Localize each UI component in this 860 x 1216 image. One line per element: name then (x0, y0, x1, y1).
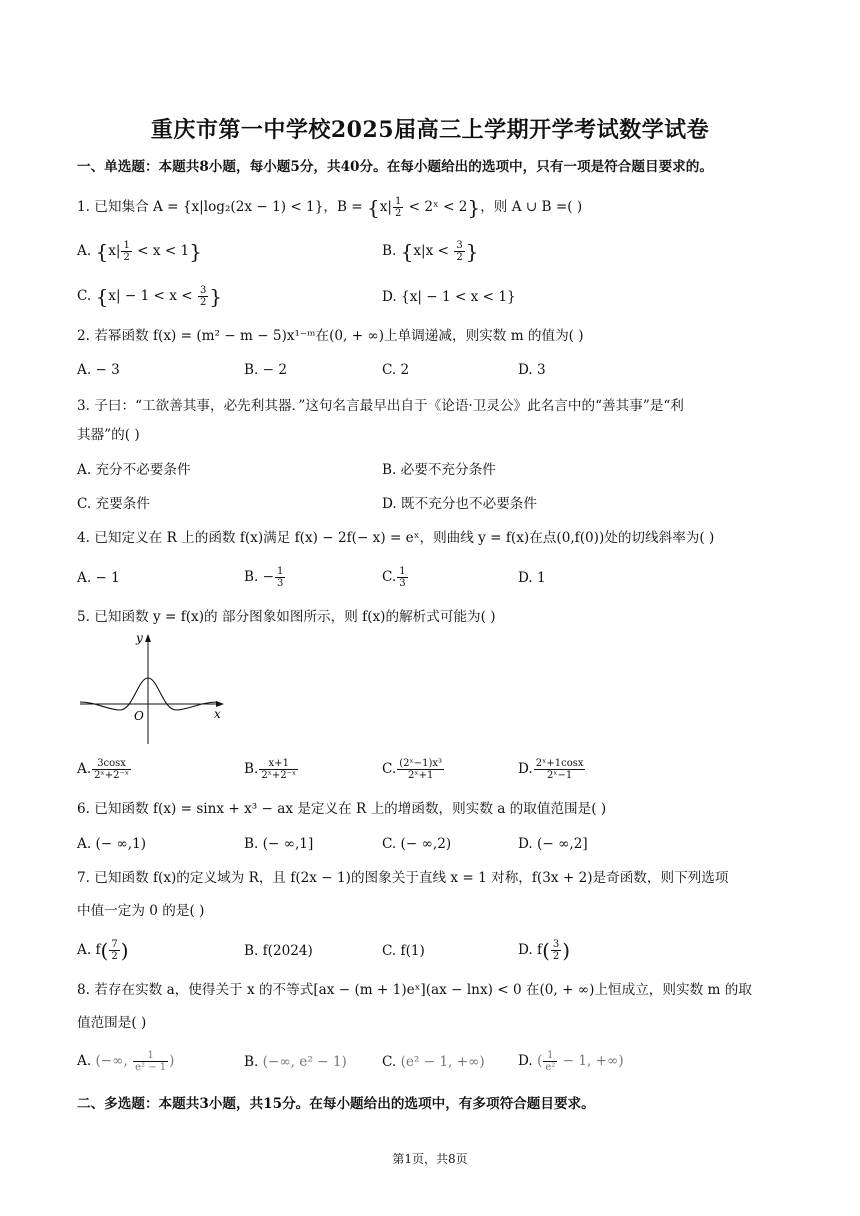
question-4-stem: 4. 已知定义在 R 上的函数 f(x)满足 f(x) − 2f(− x) = eˣ，则曲线 y = f(x)在点(0,f(0))处的切线斜率为( ) (77, 530, 715, 546)
question-7-stem-line2: 中值一定为 0 的是( ) (77, 903, 205, 919)
q6-option-c: C. (− ∞,2) (382, 836, 452, 852)
q8-option-d: D. ( $\frac{1}{\text{e²}}$ − 1, +∞) (518, 1050, 624, 1073)
section-1-heading: 一、单选题：本题共8小题，每小题5分，共40分。在每小题给出的选项中，只有一项是符合题目要求的。 (77, 159, 713, 175)
q7-option-c: C. f(1) (382, 943, 425, 959)
question-8-stem-line2: 值范围是( ) (77, 1015, 147, 1031)
q4-option-b: B. − $\frac{1}{3}$ (244, 566, 284, 589)
q2-option-a: A. − 3 (77, 362, 120, 378)
function-graph (78, 628, 228, 744)
question-3-stem-line2: 其器”的( ) (77, 427, 140, 443)
page-footer: 第1页，共8页 (392, 1152, 468, 1166)
function-curve (80, 678, 218, 710)
y-axis-label: y (136, 631, 143, 645)
origin-label: O (134, 709, 144, 723)
y-axis-arrow (145, 634, 151, 642)
q1-bset-frac: $\frac{1}{2}$ (394, 196, 402, 219)
q2-option-d: D. 3 (518, 362, 546, 378)
question-6-stem: 6. 已知函数 f(x) = sinx + x³ − ax 是定义在 R 上的增函数，则实数 a 的取值范围是( ) (77, 801, 607, 817)
section-2-heading: 二、多选题：本题共3小题，共15分。在每小题给出的选项中，有多项符合题目要求。 (77, 1096, 595, 1112)
question-7-stem-line1: 7. 已知函数 f(x)的定义域为 R，且 f(2x − 1)的图象关于直线 x = 1 对称，f(3x + 2)是奇函数，则下列选项 (77, 870, 729, 886)
q6-option-b: B. (− ∞,1] (244, 836, 314, 852)
question-2-stem: 2. 若幂函数 f(x) = (m² − m − 5)x¹⁻ᵐ在(0, + ∞)上单调递减，则实数 m 的值为( ) (77, 328, 584, 344)
question-5-stem: 5. 已知函数 y = f(x)的 部分图象如图所示，则 f(x)的解析式可能为( ) (77, 609, 496, 625)
q7-option-b: B. f(2024) (244, 943, 313, 959)
q7-option-d: D. f( $\frac{3}{2}$ ) (518, 938, 571, 963)
q3-option-a: A. 充分不必要条件 (77, 462, 191, 478)
q5-option-b: B. $\frac{x+1}{\text{2ˣ+2⁻ˣ}}$ (244, 758, 297, 781)
q5-option-d: D. $\frac{\text{2ˣ+1cosx}}{\text{2ˣ−1}}$ (518, 758, 584, 781)
x-axis-label: x (214, 707, 221, 721)
question-1-stem: 1. 已知集合 A = {x|log₂(2x − 1) < 1}，B = {x| $\frac{1}{2}$ < 2ˣ < 2}，则 A ∪ B =( ) (77, 195, 583, 220)
q8-option-a: A. (−∞, $\frac{1}{\text{e² − 1}}$ ) (77, 1050, 175, 1073)
q4-option-a: A. − 1 (77, 570, 120, 586)
q1-option-b: B. {x|x < $\frac{3}{2}$ } (382, 239, 479, 264)
page-title: 重庆市第一中学校2025届高三上学期开学考试数学试卷 (150, 117, 710, 143)
question-8-stem-line1: 8. 若存在实数 a，使得关于 x 的不等式[ax − (m + 1)eˣ](ax − lnx) < 0 在(0, + ∞)上恒成立，则实数 m 的取 (77, 982, 752, 998)
q2-option-c: C. 2 (382, 362, 410, 378)
q1-option-c: C. {x| − 1 < x < $\frac{3}{2}$ } (77, 284, 223, 309)
q3-option-c: C. 充要条件 (77, 496, 150, 512)
q1-bset-post: < 2ˣ < 2 (404, 199, 468, 215)
q3-option-b: B. 必要不充分条件 (382, 462, 496, 478)
q2-option-b: B. − 2 (244, 362, 287, 378)
q1-stem-b: ，则 A ∪ B =( ) (480, 199, 583, 215)
q8-option-c: C. (e² − 1, +∞) (382, 1054, 485, 1070)
q1-option-a: A. {x| $\frac{1}{2}$ < x < 1} (77, 239, 202, 264)
q1-bset-pre: x| (379, 199, 392, 215)
q5-option-c: C. $\frac{\text{(2ˣ−1)x³}}{\text{2ˣ+1}}$ (382, 758, 443, 781)
q6-option-d: D. (− ∞,2] (518, 836, 588, 852)
q5-option-a: A. $\frac{3\cos x}{\text{2ˣ+2⁻ˣ}}$ (77, 758, 129, 781)
question-3-stem-line1: 3. 子曰：“工欲善其事，必先利其器．”这句名言最早出自于《论语·卫灵公》此名言中的“善其事”是“利 (77, 398, 684, 414)
q8-option-b: B. (−∞, e² − 1) (244, 1054, 347, 1070)
q1-option-d: D. {x| − 1 < x < 1} (382, 289, 516, 305)
q6-option-a: A. (− ∞,1) (77, 836, 147, 852)
q3-option-d: D. 既不充分也不必要条件 (382, 496, 537, 512)
q1-stem-a: 1. 已知集合 A = {x|log₂(2x − 1) < 1}，B = (77, 199, 367, 215)
q4-option-c: C. $\frac{1}{3}$ (382, 566, 406, 589)
q4-option-d: D. 1 (518, 570, 546, 586)
q7-option-a: A. f( $\frac{7}{2}$ ) (77, 938, 129, 963)
